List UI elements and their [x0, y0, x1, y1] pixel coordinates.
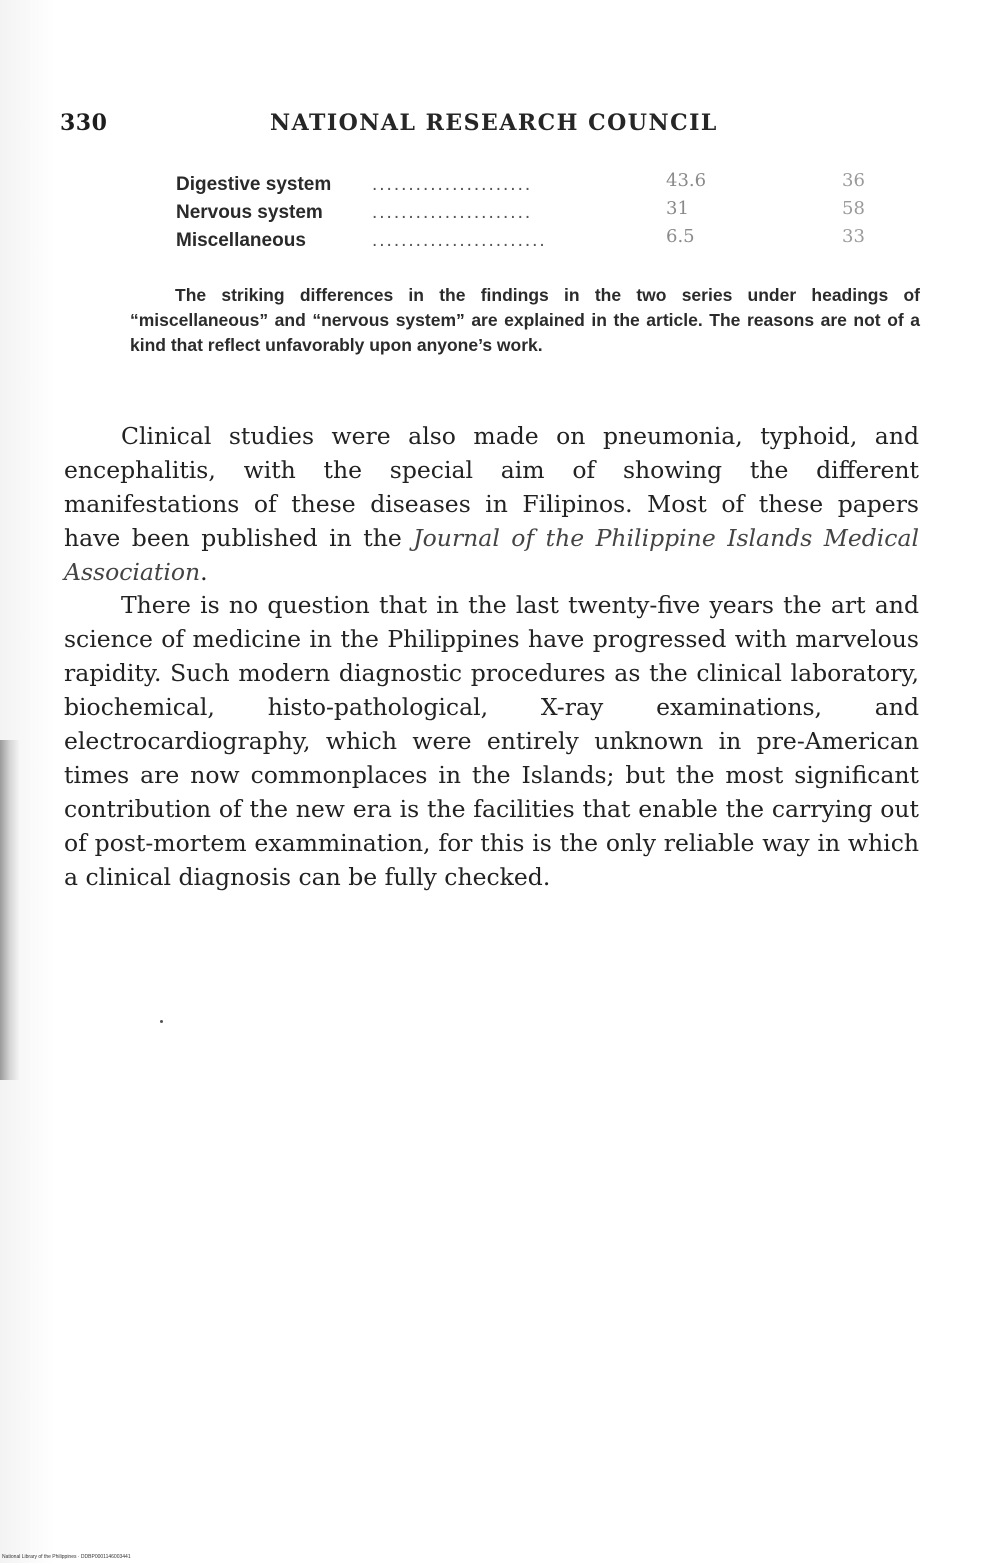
page-number: 330 — [60, 110, 108, 136]
value-series-2: 33 — [842, 226, 865, 247]
body-paragraph-clinical-studies — [64, 419, 919, 589]
value-series-2: 58 — [842, 198, 865, 219]
table-row — [176, 170, 896, 198]
value-series-2: 36 — [842, 170, 865, 191]
running-title: NATIONAL RESEARCH COUNCIL — [270, 110, 718, 136]
row-label: Nervous system — [176, 202, 323, 223]
value-series-1: 43.6 — [666, 170, 707, 191]
journal-title: Journal of the Philippine Islands Medical Association — [64, 523, 919, 586]
value-series-1: 6.5 — [666, 226, 695, 247]
leader-dots: ...................... — [372, 202, 533, 223]
binding-edge-shadow — [0, 740, 20, 1080]
table-note: The striking differences in the findings in the two series under headings of “miscellaneous” and “nervous system” are explained in the article. The reasons are not of a kind that reflect unfavorably upon anyone’s work. — [130, 284, 920, 355]
paper-speck — [160, 1020, 163, 1023]
paragraph-text: Clinical studies were also made on pneumonia, typhoid, and encephalitis, with the special aim of showing the different manifestations of these diseases in Filipinos. Most of these papers have been published in the — [64, 421, 919, 552]
leader-dots: ........................ — [372, 230, 547, 251]
table-row — [176, 226, 896, 254]
table-row — [176, 198, 896, 226]
paragraph-text-end: . — [200, 557, 208, 586]
body-paragraph-progress: There is no question that in the last twenty-five years the art and science of medicine in the Philippines have progressed with marvelous rapidity. Such modern diagnostic procedures as the clinical laboratory, biochemical, histo-pathological, X-ray examinations, and electrocardiography, which were entirely unknown in pre-American times are now commonplaces in the Islands; but the most significant contribution of the new era is the facilities that enable the carrying out of post-mortem exammination, for this is the only reliable way in which a clinical diagnosis can be fully checked. — [64, 590, 919, 891]
scan-footer: National Library of the Philippines · DDBP0001146003441 — [2, 1554, 131, 1560]
statistics-table — [176, 170, 896, 254]
row-label: Digestive system — [176, 174, 332, 195]
leader-dots: ...................... — [372, 174, 533, 195]
value-series-1: 31 — [666, 198, 689, 219]
page-header — [60, 110, 920, 144]
row-label: Miscellaneous — [176, 230, 306, 251]
